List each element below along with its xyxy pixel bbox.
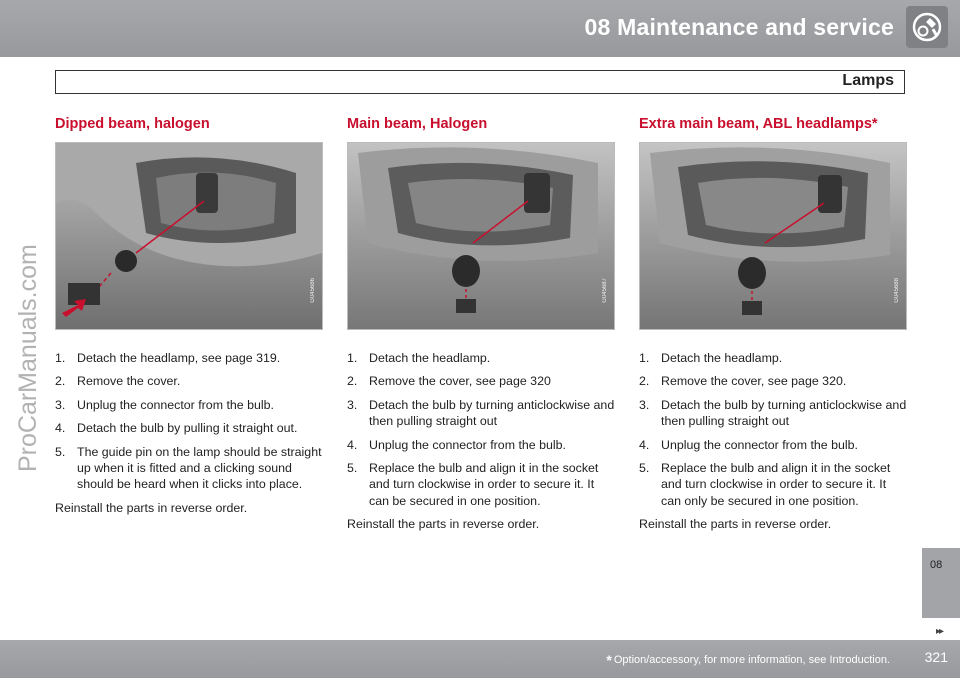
chapter-side-tab[interactable] xyxy=(922,548,960,618)
column-title: Main beam, Halogen xyxy=(347,116,488,132)
headlamp-illustration xyxy=(55,142,323,330)
section-header xyxy=(55,70,905,94)
headlamp-illustration xyxy=(639,142,907,330)
closing-note: Reinstall the parts in reverse order. xyxy=(55,500,248,515)
figure-code: G045686 xyxy=(310,278,316,303)
column-title: Dipped beam, halogen xyxy=(55,116,210,132)
list-item: 2. Remove the cover. xyxy=(55,374,181,389)
step-list xyxy=(639,350,907,509)
list-item: 4. Unplug the connector from the bulb. xyxy=(347,437,566,452)
list-item: 4. Unplug the connector from the bulb. xyxy=(639,437,858,452)
column-extra-main-beam xyxy=(639,116,907,532)
list-item: 3. Detach the bulb by turning anticlockwise and then pulling straight out xyxy=(639,397,907,429)
section-title: Lamps xyxy=(842,72,894,89)
chapter-header xyxy=(0,0,960,57)
page-number: 321 xyxy=(924,649,948,665)
list-item: 4. Detach the bulb by pulling it straight out. xyxy=(55,421,298,436)
footnote-text: Option/accessory, for more information, see Introduction. xyxy=(613,654,890,666)
list-item: 1. Detach the headlamp. xyxy=(639,351,783,365)
side-tab-label: 08 xyxy=(930,559,943,571)
footnote-star: * xyxy=(606,652,612,668)
step-list xyxy=(55,350,323,493)
list-item: 3. Unplug the connector from the bulb. xyxy=(55,397,274,412)
headlamp-illustration xyxy=(347,142,615,330)
closing-note: Reinstall the parts in reverse order. xyxy=(639,517,832,532)
wrench-gear-icon xyxy=(906,6,948,48)
list-item: 3. Detach the bulb by turning anticlockwise and then pulling straight out xyxy=(347,397,615,429)
next-page-arrows-icon[interactable]: ▸▸ xyxy=(935,626,942,637)
figure-code: G045687 xyxy=(602,278,608,303)
list-item: 5. The guide pin on the lamp should be straight up when it is fitted and a clicking sound should be heard when it clicks into place. xyxy=(55,444,322,492)
chapter-title: 08 Maintenance and service xyxy=(584,14,894,40)
list-item: 5. Replace the bulb and align it in the socket and turn clockwise in order to secure it. It can be secured in one position. xyxy=(347,461,599,508)
list-item: 2. Remove the cover, see page 320 xyxy=(347,374,551,389)
list-item: 5. Replace the bulb and align it in the socket and turn clockwise in order to secure it. It can only be secured in one position. xyxy=(639,461,891,508)
list-item: 2. Remove the cover, see page 320. xyxy=(639,374,847,389)
watermark: ProCarManuals.com xyxy=(14,244,42,472)
column-main-beam xyxy=(347,116,615,532)
page-footer xyxy=(0,640,960,678)
list-item: 1. Detach the headlamp, see page 319. xyxy=(55,351,281,365)
step-list xyxy=(347,350,615,509)
column-dipped-beam xyxy=(55,116,323,516)
figure-code: G045688 xyxy=(894,278,900,303)
column-title: Extra main beam, ABL headlamps* xyxy=(639,116,878,132)
closing-note: Reinstall the parts in reverse order. xyxy=(347,517,540,532)
list-item: 1. Detach the headlamp. xyxy=(347,351,491,365)
footnote xyxy=(606,652,890,668)
